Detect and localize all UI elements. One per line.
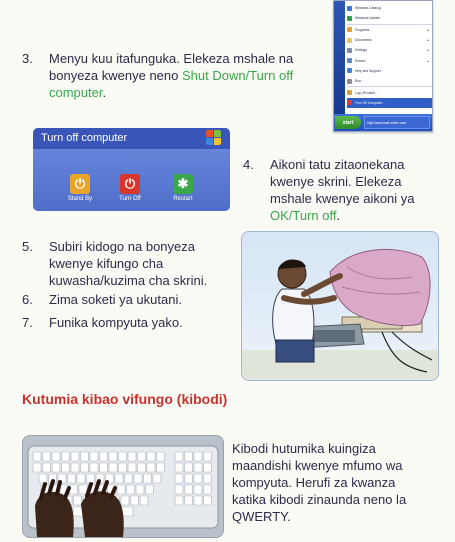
step-4-end: . bbox=[336, 208, 341, 223]
step-3-text bbox=[49, 50, 334, 101]
start-menu-item bbox=[347, 66, 432, 76]
keypad-key bbox=[175, 463, 183, 472]
step-3-number: 3. bbox=[22, 51, 33, 66]
keyboard-key bbox=[128, 452, 136, 461]
start-menu-item bbox=[347, 45, 432, 55]
keyboard-key bbox=[52, 452, 60, 461]
keyboard-svg bbox=[23, 436, 223, 537]
documents-icon bbox=[347, 38, 352, 43]
keypad-key bbox=[185, 474, 193, 483]
power-icon bbox=[347, 100, 352, 105]
step-4-line-1: Aikoni tatu zitaonekana bbox=[270, 157, 405, 172]
keyboard-key bbox=[71, 452, 79, 461]
turn-off-icon: ⏻ bbox=[120, 174, 140, 194]
step-4-line-3: mshale kwenye aikoni ya bbox=[270, 191, 415, 206]
keyboard-image bbox=[22, 435, 224, 538]
start-menu-item bbox=[347, 25, 432, 35]
keyboard-key bbox=[121, 496, 129, 505]
keyboard-key bbox=[100, 463, 108, 472]
start-menu-item-turn-off bbox=[347, 98, 432, 108]
start-menu-item bbox=[347, 35, 432, 45]
keyboard-key bbox=[90, 452, 98, 461]
keyboard-key bbox=[81, 452, 89, 461]
step-5-number: 5. bbox=[22, 239, 33, 254]
keypad-key bbox=[185, 463, 193, 472]
keyboard-key bbox=[157, 452, 165, 461]
keypad-key bbox=[204, 496, 212, 505]
keyboard-key bbox=[147, 452, 155, 461]
keypad-key bbox=[185, 496, 193, 505]
keyboard-key bbox=[109, 463, 117, 472]
start-menu-item-label: Search bbox=[355, 58, 366, 63]
chevron-right-icon: ▸ bbox=[427, 58, 429, 63]
keyboard-key bbox=[71, 463, 79, 472]
keyboard-key bbox=[100, 452, 108, 461]
start-menu-item-label: Run... bbox=[355, 79, 364, 84]
keypad-key bbox=[175, 452, 183, 461]
stand-by-label: Stand By bbox=[67, 196, 93, 202]
start-menu-item bbox=[347, 87, 432, 97]
keypad-key bbox=[194, 474, 202, 483]
keyboard-key bbox=[144, 474, 152, 483]
chevron-right-icon: ▸ bbox=[427, 38, 429, 43]
step-3-line-1: Menyu kuu itafunguka. Elekeza mshale na bbox=[49, 51, 294, 66]
keypad-key bbox=[185, 452, 193, 461]
keyboard-key bbox=[115, 474, 123, 483]
start-menu-item-label: Windows Catalog bbox=[355, 6, 381, 11]
keyboard-key bbox=[33, 452, 41, 461]
step-3-highlight-2: computer bbox=[49, 85, 103, 100]
keypad-key bbox=[204, 452, 212, 461]
start-menu-item-label: Programs bbox=[355, 27, 370, 32]
keyboard-key bbox=[128, 463, 136, 472]
stand-by-icon: ⏻ bbox=[70, 174, 90, 194]
search-icon bbox=[347, 58, 352, 63]
keyboard-key bbox=[134, 474, 142, 483]
restart-label: Restart bbox=[173, 196, 193, 202]
keyboard-key bbox=[77, 474, 85, 483]
keyboard-key bbox=[136, 485, 144, 494]
keyboard-key bbox=[119, 452, 127, 461]
keyboard-key bbox=[81, 463, 89, 472]
turn-off-label: Turn Off bbox=[119, 196, 141, 202]
step-3-line-2 bbox=[49, 67, 334, 84]
keyboard-key bbox=[62, 452, 70, 461]
keyboard-key bbox=[157, 463, 165, 472]
keyboard-key bbox=[90, 463, 98, 472]
taskbar-item: http://www.msft.online.com bbox=[364, 116, 430, 129]
step-3-highlight-1: Shut Down/Turn off bbox=[181, 68, 294, 83]
catalog-icon bbox=[347, 6, 352, 11]
keyboard-key bbox=[109, 452, 117, 461]
keyboard-key bbox=[138, 463, 146, 472]
settings-icon bbox=[347, 48, 352, 53]
keyboard-key bbox=[147, 463, 155, 472]
turn-off-dialog bbox=[33, 128, 230, 211]
start-menu-item bbox=[347, 55, 432, 65]
keypad-key bbox=[175, 496, 183, 505]
step-4-number: 4. bbox=[243, 157, 254, 172]
keyboard-key bbox=[33, 463, 41, 472]
start-menu-item bbox=[347, 76, 432, 87]
keypad-key bbox=[204, 474, 212, 483]
start-menu-item-label: Documents bbox=[355, 38, 372, 43]
step-4-line-2: kwenye skrini. Elekeza bbox=[270, 174, 402, 189]
keyboard-line-3: kompyuta. Herufi za kwanza bbox=[232, 475, 396, 490]
keyboard-key bbox=[140, 496, 148, 505]
start-menu-screenshot bbox=[333, 0, 433, 132]
step-6-text: Zima soketi ya ukutani. bbox=[49, 292, 182, 307]
start-menu-item-label: Log Off caleb... bbox=[355, 90, 378, 95]
keypad-key bbox=[204, 463, 212, 472]
start-menu-item-label: Help and Support bbox=[355, 68, 381, 73]
windows-logo-icon bbox=[206, 130, 222, 146]
start-menu-item-label: Turn Off Computer... bbox=[355, 100, 385, 105]
illustration-svg bbox=[242, 232, 438, 380]
start-menu-item bbox=[347, 3, 432, 13]
start-menu-items bbox=[347, 3, 432, 108]
run-icon bbox=[347, 79, 352, 84]
step-4-highlight: OK/Turn off bbox=[270, 208, 337, 223]
keyboard-description bbox=[232, 440, 447, 525]
restart-icon: ✱ bbox=[173, 174, 193, 194]
start-menu-item-label: Settings bbox=[355, 48, 367, 53]
keypad-key bbox=[194, 452, 202, 461]
keyboard-key bbox=[43, 463, 51, 472]
keypad-key bbox=[185, 485, 193, 494]
start-menu-sidebar bbox=[334, 1, 345, 114]
keypad-key bbox=[194, 485, 202, 494]
keypad-key bbox=[194, 496, 202, 505]
keyboard-key bbox=[125, 474, 133, 483]
keyboard-key bbox=[43, 452, 51, 461]
help-icon bbox=[347, 68, 352, 73]
start-button: start bbox=[335, 116, 361, 129]
step-7-text: Funika kompyuta yako. bbox=[49, 315, 183, 330]
keyboard-key bbox=[131, 496, 139, 505]
keyboard-key bbox=[79, 485, 87, 494]
step-7-number: 7. bbox=[22, 315, 33, 330]
keypad-key bbox=[175, 485, 183, 494]
chevron-right-icon: ▸ bbox=[427, 48, 429, 53]
step-5-line-3: kuwasha/kuzima cha skrini. bbox=[49, 273, 208, 288]
start-menu-item-label: Windows Update bbox=[355, 16, 380, 21]
dialog-title: Turn off computer bbox=[33, 128, 230, 149]
step-3-end: . bbox=[102, 85, 107, 100]
step-5-line-2: kwenye kifungo cha bbox=[49, 256, 164, 271]
chevron-right-icon: ▸ bbox=[427, 27, 429, 32]
step-3-line-2-text: bonyeza kwenye neno bbox=[49, 68, 182, 83]
step-4-line-4 bbox=[270, 207, 450, 224]
step-3-line-3 bbox=[49, 84, 334, 101]
keyboard-key bbox=[117, 485, 125, 494]
keypad-key bbox=[194, 463, 202, 472]
step-6-number: 6. bbox=[22, 292, 33, 307]
covering-computer-illustration bbox=[241, 231, 439, 381]
keyboard-key bbox=[52, 463, 60, 472]
keyboard-key bbox=[119, 463, 127, 472]
step-5-text bbox=[49, 238, 239, 289]
section-heading: Kutumia kibao vifungo (kibodi) bbox=[22, 391, 228, 407]
log-off-icon bbox=[347, 90, 352, 95]
keyboard-line-2: maandishi kwenye mfumo wa bbox=[232, 458, 403, 473]
keypad-key bbox=[204, 485, 212, 494]
keyboard-key bbox=[87, 474, 95, 483]
keypad-key bbox=[175, 474, 183, 483]
step-5-line-1: Subiri kidogo na bonyeza bbox=[49, 239, 195, 254]
keyboard-line-4: katika kibodi zinaunda neno la bbox=[232, 492, 407, 507]
taskbar bbox=[334, 114, 432, 131]
keyboard-key bbox=[68, 474, 76, 483]
keyboard-line-5: QWERTY. bbox=[232, 509, 291, 524]
keyboard-key bbox=[138, 452, 146, 461]
keyboard-line-1: Kibodi hutumika kuingiza bbox=[232, 441, 376, 456]
keyboard-key bbox=[146, 485, 154, 494]
step-4-text bbox=[270, 156, 450, 224]
start-menu-item bbox=[347, 13, 432, 24]
keyboard-key bbox=[74, 496, 82, 505]
keyboard-key bbox=[39, 474, 47, 483]
keyboard-key bbox=[127, 485, 135, 494]
update-icon bbox=[347, 16, 352, 21]
keyboard-key bbox=[70, 485, 78, 494]
programs-icon bbox=[347, 27, 352, 32]
keyboard-key bbox=[62, 463, 70, 472]
keyboard-key bbox=[153, 474, 161, 483]
